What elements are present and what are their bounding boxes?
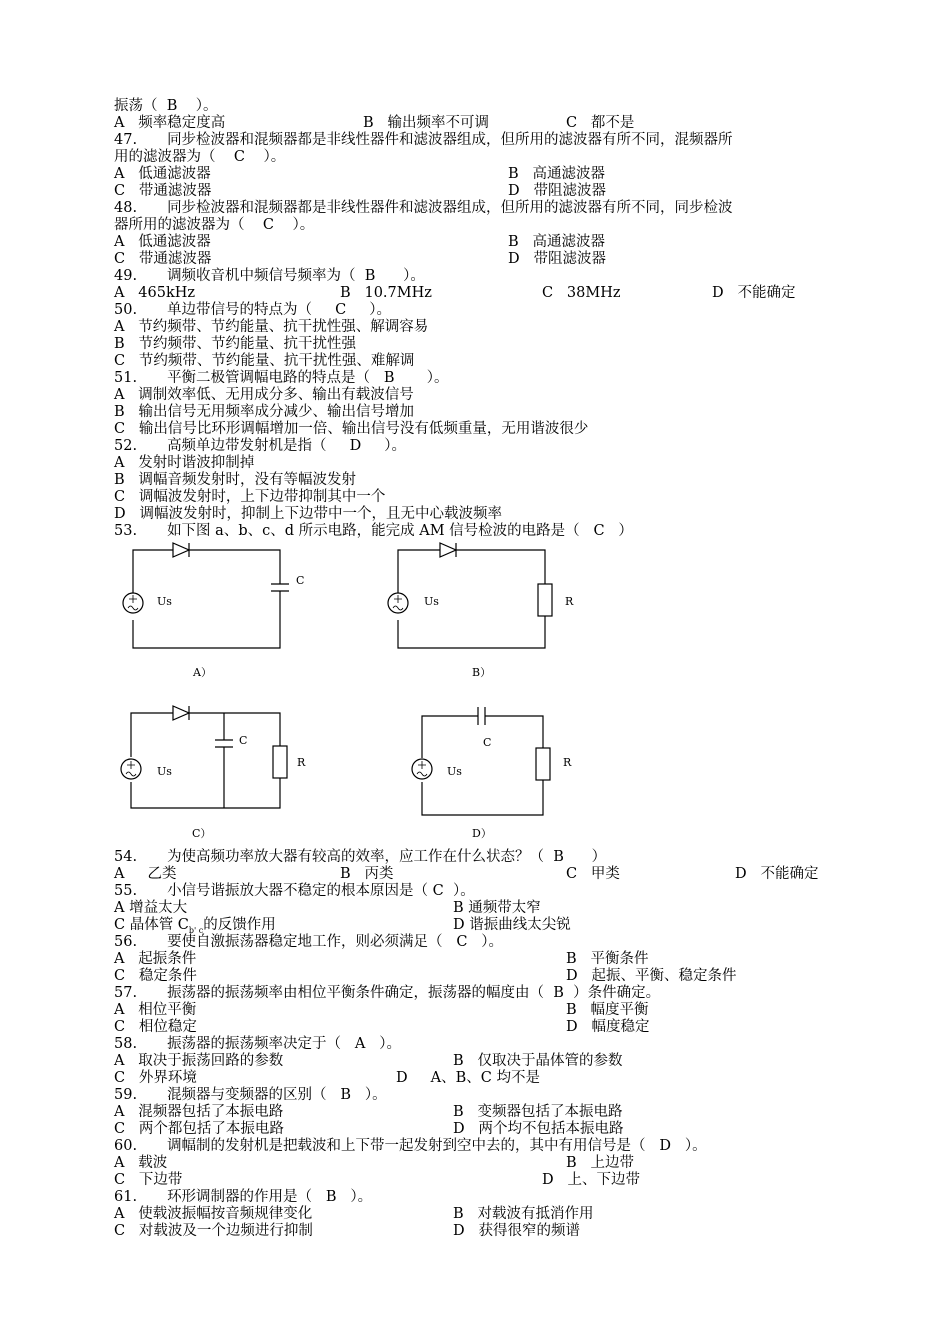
q50-number: 50. [114, 302, 138, 318]
q60-stem [114, 1138, 707, 1155]
q46-option-b: B 输出频率不可调 [363, 115, 489, 131]
q57-stem [114, 985, 660, 1002]
q60-option-b: B 上边带 [566, 1155, 634, 1171]
q46-stem: 振荡（ B ）。 [114, 98, 218, 114]
q56-option-c: C 稳定条件 [114, 968, 197, 984]
q54-stem-text: 为使高频功率放大器有较高的效率，应工作在什么状态？（ B ） [167, 849, 607, 865]
q50-stem-text: 单边带信号的特点为（ C ）。 [167, 302, 391, 318]
q56-stem-text: 要使自激振荡器稳定地工作，则必须满足（ C ）。 [167, 934, 504, 950]
q60-option-a: A 载波 [114, 1155, 168, 1171]
resistor-icon [538, 584, 552, 616]
q48-option-c: C 带通滤波器 [114, 251, 212, 267]
q58-option-b: B 仅取决于晶体管的参数 [453, 1053, 623, 1069]
q56-option-d: D 起振、平衡、稳定条件 [566, 968, 737, 984]
circuit-c-us-label: Us [157, 765, 172, 778]
q54-option-a: A 乙类 [114, 866, 177, 882]
q48-number: 48. [114, 200, 138, 216]
q54-option-c: C 甲类 [566, 866, 620, 882]
q52-option-a: A 发射时谐波抑制掉 [114, 455, 255, 471]
circuit-c-caption: C） [192, 827, 212, 840]
q49-option-b: B 10.7MHz [340, 285, 432, 301]
q54-stem [114, 849, 606, 866]
diode-icon [440, 543, 456, 557]
q52-option-d: D 调幅波发射时，抑制上下边带中一个，且无中心载波频率 [114, 506, 502, 522]
q59-option-c: C 两个都包括了本振电路 [114, 1121, 284, 1137]
q60-option-c: C 下边带 [114, 1172, 183, 1188]
q59-option-d: D 两个均不包括本振电路 [453, 1121, 624, 1137]
q61-stem-text: 环形调制器的作用是（ B ）。 [167, 1189, 373, 1205]
q55-stem [114, 883, 475, 900]
q58-option-a: A 取决于振荡回路的参数 [114, 1053, 284, 1069]
q58-option-d: D A、B、C 均不是 [396, 1070, 541, 1086]
q57-option-a: A 相位平衡 [114, 1002, 197, 1018]
q48-stem-line2: 器所用的滤波器为（ C ）。 [114, 217, 315, 233]
circuit-d-r-label: R [563, 756, 572, 769]
q58-stem [114, 1036, 401, 1053]
circuit-a [123, 543, 304, 648]
q48-stem [114, 200, 733, 217]
resistor-icon [273, 746, 287, 778]
q58-option-c: C 外界环境 [114, 1070, 197, 1086]
q60-option-d: D 上、下边带 [542, 1172, 640, 1188]
circuit-a-us-label: Us [157, 595, 172, 608]
q57-stem-text: 振荡器的振荡频率由相位平衡条件确定，振荡器的幅度由（ B ）条件确定。 [167, 985, 661, 1001]
q61-option-d: D 获得很窄的频谱 [453, 1223, 580, 1239]
q51-option-c: C 输出信号比环形调幅增加一倍、输出信号没有低频重量，无用谐波很少 [114, 421, 589, 437]
q54-option-b: B 丙类 [340, 866, 394, 882]
q56-number: 56. [114, 934, 138, 950]
q49-stem [114, 268, 425, 285]
circuit-b-us-label: Us [424, 595, 439, 608]
q51-option-b: B 输出信号无用频率成分减少、输出信号增加 [114, 404, 414, 420]
q60-stem-text: 调幅制的发射机是把载波和上下带一起发射到空中去的，其中有用信号是（ D ）。 [167, 1138, 707, 1154]
q54-number: 54. [114, 849, 138, 865]
q47-stem-line1: 同步检波器和混频器都是非线性器件和滤波器组成，但所用的滤波器有所不同，混频器所 [167, 132, 733, 148]
q48-option-b: B 高通滤波器 [508, 234, 605, 250]
q55-option-d: D 谐振曲线太尖锐 [453, 917, 571, 933]
q48-stem-line1: 同步检波器和混频器都是非线性器件和滤波器组成，但所用的滤波器有所不同，同步检波 [167, 200, 733, 216]
q55-option-c-text: C 晶体管 C [114, 917, 189, 933]
q47-option-d: D 带阻滤波器 [508, 183, 606, 199]
q60-number: 60. [114, 1138, 138, 1154]
q47-option-a: A 低通滤波器 [114, 166, 211, 182]
q49-number: 49. [114, 268, 138, 284]
circuit-b-r-label: R [565, 595, 574, 608]
q55-option-c-subscript: b' c [188, 925, 204, 935]
circuit-d-caption: D） [472, 827, 492, 840]
circuit-d [412, 707, 572, 815]
circuit-d-c-label: C [483, 736, 492, 749]
q51-stem-text: 平衡二极管调幅电路的特点是（ B ）。 [167, 370, 449, 386]
circuit-b [388, 543, 574, 648]
circuit-b-caption: B） [472, 666, 492, 679]
q55-option-c-tail: 的反馈作用 [203, 917, 276, 933]
q58-number: 58. [114, 1036, 138, 1052]
q49-option-d: D 不能确定 [712, 285, 796, 301]
q46-option-c: C 都不是 [566, 115, 635, 131]
q47-stem [114, 132, 733, 149]
q54-option-d: D 不能确定 [735, 866, 819, 882]
circuit-c-c-label: C [239, 734, 248, 747]
q61-option-c: C 对载波及一个边频进行抑制 [114, 1223, 313, 1239]
q59-stem-text: 混频器与变频器的区别（ B ）。 [167, 1087, 387, 1103]
q57-option-b: B 幅度平衡 [566, 1002, 649, 1018]
q46-option-a: A 频率稳定度高 [114, 115, 226, 131]
q48-option-a: A 低通滤波器 [114, 234, 211, 250]
q55-option-b: B 通频带太窄 [453, 900, 541, 916]
q61-option-a: A 使载波振幅按音频规律变化 [114, 1206, 313, 1222]
q51-option-a: A 调制效率低、无用成分多、输出有载波信号 [114, 387, 414, 403]
q51-number: 51. [114, 370, 138, 386]
circuit-a-c-label: C [296, 574, 305, 587]
q59-option-a: A 混频器包括了本振电路 [114, 1104, 284, 1120]
q47-option-b: B 高通滤波器 [508, 166, 605, 182]
q61-stem [114, 1189, 372, 1206]
diode-icon [173, 543, 189, 557]
q53-number: 53. [114, 523, 138, 539]
q50-stem [114, 302, 391, 319]
q59-number: 59. [114, 1087, 138, 1103]
circuit-c [121, 706, 306, 808]
q55-stem-text: 小信号谐振放大器不稳定的根本原因是（ C ）。 [167, 883, 475, 899]
circuit-diagrams [0, 530, 950, 850]
q58-stem-text: 振荡器的振荡频率决定于（ A ）。 [167, 1036, 401, 1052]
diode-icon [173, 706, 189, 720]
q47-number: 47. [114, 132, 138, 148]
q59-option-b: B 变频器包括了本振电路 [453, 1104, 623, 1120]
q59-stem [114, 1087, 387, 1104]
q49-stem-text: 调频收音机中频信号频率为（ B ）。 [167, 268, 425, 284]
q48-option-d: D 带阻滤波器 [508, 251, 606, 267]
q52-stem [114, 438, 406, 455]
circuit-c-r-label: R [297, 756, 306, 769]
q49-option-a: A 465kHz [114, 285, 196, 301]
q56-stem [114, 934, 503, 951]
q52-number: 52. [114, 438, 138, 454]
q57-number: 57. [114, 985, 138, 1001]
q52-option-b: B 调幅音频发射时，没有等幅波发射 [114, 472, 356, 488]
q61-option-b: B 对载波有抵消作用 [453, 1206, 594, 1222]
q57-option-d: D 幅度稳定 [566, 1019, 650, 1035]
q56-option-b: B 平衡条件 [566, 951, 649, 967]
circuit-d-us-label: Us [447, 765, 462, 778]
circuit-a-caption: A） [193, 666, 212, 679]
q53-stem-text: 如下图 a、b、c、d 所示电路，能完成 AM 信号检波的电路是（ C ） [167, 523, 633, 539]
q55-number: 55. [114, 883, 138, 899]
q50-option-b: B 节约频带、节约能量、抗干扰性强 [114, 336, 356, 352]
q50-option-c: C 节约频带、节约能量、抗干扰性强、难解调 [114, 353, 415, 369]
q55-option-a: A 增益太大 [114, 900, 188, 916]
q61-number: 61. [114, 1189, 138, 1205]
q56-option-a: A 起振条件 [114, 951, 197, 967]
q49-option-c: C 38MHz [542, 285, 621, 301]
q47-stem-line2: 用的滤波器为（ C ）。 [114, 149, 286, 165]
q51-stem [114, 370, 449, 387]
q50-option-a: A 节约频带、节约能量、抗干扰性强、解调容易 [114, 319, 429, 335]
q52-option-c: C 调幅波发射时，上下边带抑制其中一个 [114, 489, 386, 505]
q47-option-c: C 带通滤波器 [114, 183, 212, 199]
resistor-icon [536, 748, 550, 780]
q57-option-c: C 相位稳定 [114, 1019, 197, 1035]
q52-stem-text: 高频单边带发射机是指（ D ）。 [167, 438, 407, 454]
